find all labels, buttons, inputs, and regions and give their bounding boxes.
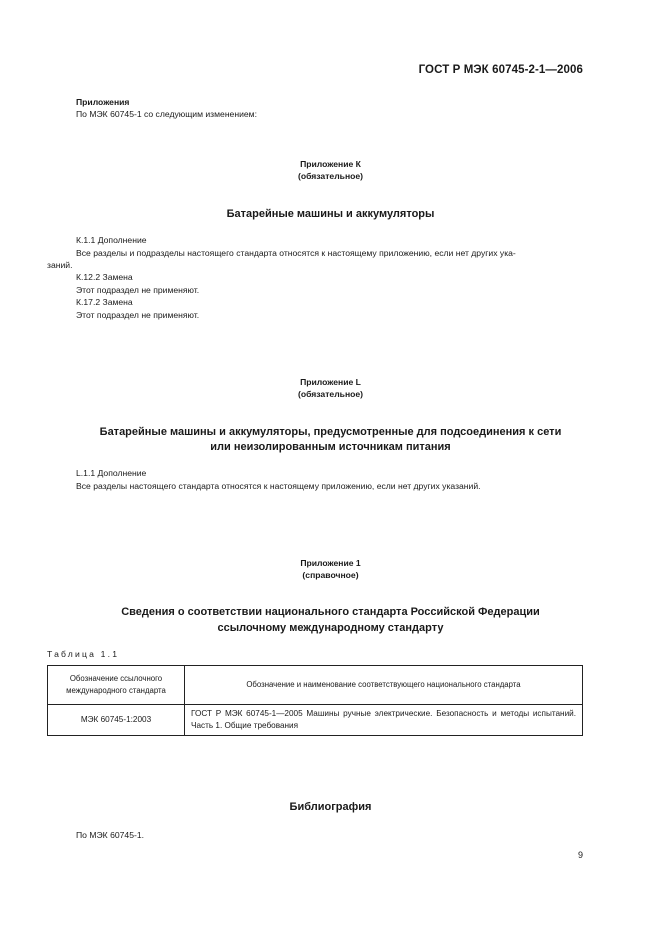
annex-l-line-1: L.1.1 Дополнение (76, 468, 147, 478)
correspondence-table (47, 665, 583, 736)
table-header-national: Обозначение и наименование соответствующего национального стандарта (185, 666, 583, 705)
annex-1-status: (справочное) (302, 570, 359, 580)
annex-k-status: (обязательное) (297, 171, 364, 181)
annex-1-title-line-1: Сведения о соответствии национального стандарта Российской Федерации (121, 606, 540, 618)
annex-k-line-5: Этот подраздел не применяют. (76, 285, 200, 295)
table-header-row (48, 666, 583, 705)
annex-k-label: Приложение К (300, 159, 361, 169)
annex-k-line-6: К.17.2 Замена (76, 297, 133, 307)
page-number: 9 (577, 850, 583, 860)
annex-k-line-1: К.1.1 Дополнение (76, 235, 147, 245)
annex-k-line-7: Этот подраздел не применяют. (76, 310, 200, 320)
annex-l-line-2: Все разделы настоящего стандарта относятся к настоящему приложению, если нет других указаний. (76, 481, 481, 491)
annex-l-title-line-2: или неизолированным источникам питания (210, 441, 451, 453)
table-cell-national: ГОСТ Р МЭК 60745-1—2005 Машины ручные электрические. Безопасность и методы испытаний. Часть 1. Общие требования (185, 705, 583, 736)
annex-k-line-3: заний. (47, 260, 73, 270)
table-row (48, 705, 583, 736)
table-header-international: Обозначение ссылочного международного стандарта (48, 666, 185, 705)
appendices-intro: По МЭК 60745-1 со следующим изменением: (76, 109, 257, 119)
annex-k-title: Батарейные машины и аккумуляторы (226, 208, 435, 220)
annex-1-label: Приложение 1 (300, 558, 361, 568)
annex-l-label: Приложение L (300, 377, 361, 387)
table-cell-international: МЭК 60745-1:2003 (48, 705, 185, 736)
bibliography-title: Библиография (289, 801, 372, 813)
bibliography-text: По МЭК 60745-1. (76, 830, 144, 840)
annex-l-title-line-1: Батарейные машины и аккумуляторы, предусмотренные для подсоединения к сети (99, 426, 562, 438)
document-code: ГОСТ Р МЭК 60745-2-1—2006 (418, 64, 583, 76)
annex-k-line-4: К.12.2 Замена (76, 272, 133, 282)
appendices-heading: Приложения (76, 97, 130, 107)
annex-k-line-2: Все разделы и подразделы настоящего стандарта относятся к настоящему приложению, если нет других ука- (76, 248, 516, 258)
annex-1-title-line-2: ссылочному международному стандарту (217, 622, 444, 634)
annex-l-status: (обязательное) (297, 389, 364, 399)
table-caption: Таблица 1.1 (47, 649, 120, 659)
